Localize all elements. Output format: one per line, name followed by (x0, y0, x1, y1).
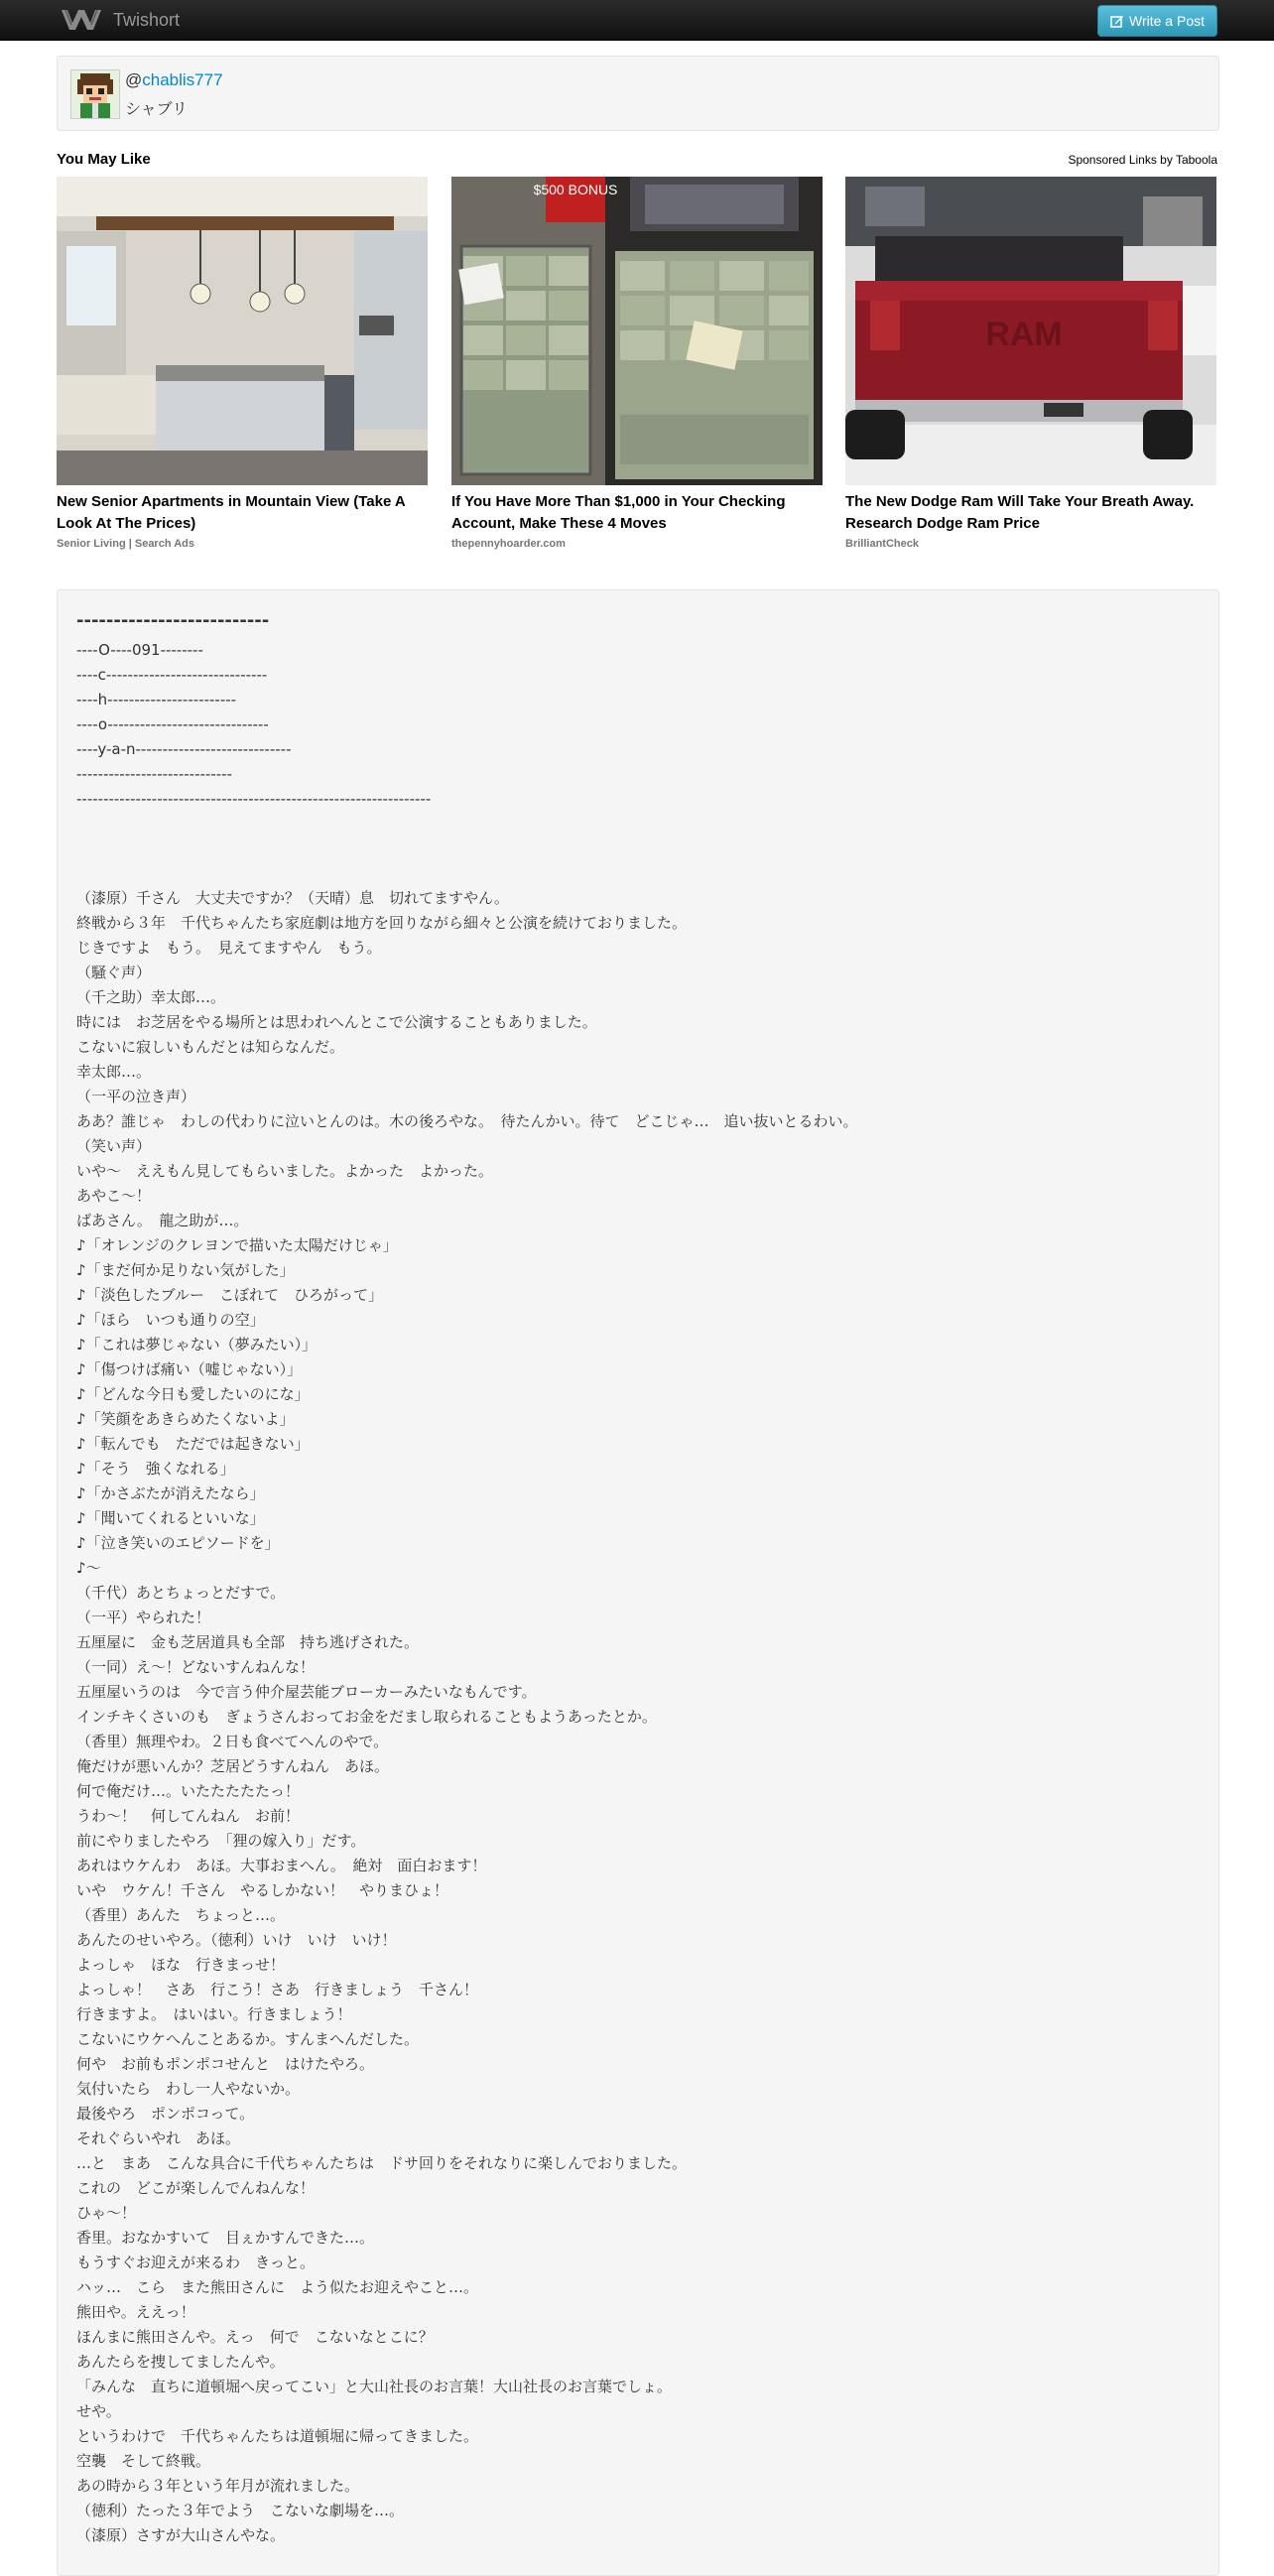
post-line: ----O----091-------- (76, 641, 203, 659)
post-line: それぐらいやれ あほ。 (76, 2129, 241, 2147)
post-line: ♪「そう 強くなれる」 (76, 1460, 235, 1478)
post-line: ----y-a-n----------------------------- (76, 740, 292, 758)
post-line: よっしゃ ほな 行きまっせ！ (76, 1956, 286, 1974)
post-line: よっしゃ！ さあ 行こう！さあ 行きましょう 千さん！ (76, 1981, 479, 1998)
post-line: ♪「これは夢じゃない（夢みたい）」 (76, 1336, 318, 1353)
post-line: （一平）やられた！ (76, 1609, 211, 1626)
post-line: じきですよ もう。 見えてますやん もう。 (76, 939, 382, 957)
post-line: ♪「傷つけば痛い（嘘じゃない）」 (76, 1360, 303, 1378)
post-line: ♪「笑顔をあきらめたくないよ」 (76, 1410, 295, 1428)
post-line: 終戦から３年 千代ちゃんたち家庭劇は地方を回りながら細々と公演を続けておりました。 (76, 914, 688, 932)
post-line: 何で俺だけ…。いたたたたたっ！ (76, 1782, 301, 1800)
ad-source: Senior Living | Search Ads (57, 538, 194, 550)
post-line: ♪～ (76, 1559, 101, 1577)
brand-name: Twishort (113, 9, 181, 30)
post-line: ♪「まだ何か足りない気がした」 (76, 1261, 295, 1279)
post-line: （千之助）幸太郎…。 (76, 988, 226, 1006)
ad-source: thepennyhoarder.com (451, 538, 566, 550)
post-line: （一平の泣き声） (76, 1088, 196, 1105)
top-navbar (0, 0, 1274, 41)
post-line: 何や お前もポンポコせんと はけたやろ。 (76, 2055, 375, 2073)
post-line: 五厘屋に 金も芝居道具も全部 持ち逃げされた。 (76, 1633, 420, 1651)
post-line: 幸太郎…。 (76, 1063, 152, 1081)
post-line: ------------------------------------------------------------------ (76, 790, 432, 808)
post-line: （徳利）たった３年でよう こないな劇場を…。 (76, 2502, 405, 2519)
post-line: （騒ぐ声） (76, 964, 152, 981)
post-line: …と まあ こんな具合に千代ちゃんたちは ドサ回りをそれなりに楽しんでおりました。 (76, 2154, 688, 2172)
post-line: （香里）あんた ちょっと…。 (76, 1906, 286, 1924)
post-line: ♪「聞いてくれるといいな」 (76, 1509, 265, 1527)
brand-link[interactable] (60, 0, 180, 40)
post-line: ほんまに熊田さんや。えっ 何で こないなとこに？ (76, 2328, 434, 2346)
post-line (76, 812, 858, 837)
post-line: ♪「ほら いつも通りの空」 (76, 1311, 265, 1329)
post-line: ----------------------------- (76, 765, 232, 783)
twishort-logo-icon (60, 7, 103, 33)
post-line: （香里）無理やわ。２日も食べてへんのやで。 (76, 1733, 389, 1750)
ads-header (57, 151, 1217, 171)
post-line (76, 837, 858, 861)
ad-card[interactable] (845, 177, 1216, 550)
ad-headline[interactable]: If You Have More Than $1,000 in Your Checking Account, Make These 4 Moves (451, 493, 786, 532)
post-line: ♪「淡色したブルー こぼれて ひろがって」 (76, 1286, 383, 1304)
post-line: というわけで 千代ちゃんたちは道頓堀に帰ってきました。 (76, 2427, 479, 2445)
post-line: 行きますよ。 はいはい。行きましょう！ (76, 2005, 352, 2023)
at-symbol: @ (125, 70, 143, 89)
post-line: こないにウケへんことあるか。すんまへんだした。 (76, 2030, 420, 2048)
post-content (57, 589, 1219, 2576)
post-line: 香里。おなかすいて 目ぇかすんできた…。 (76, 2229, 375, 2247)
post-line: 熊田や。ええっ！ (76, 2303, 195, 2321)
post-line: 前にやりましたやろ 「狸の嫁入り」だす。 (76, 1832, 366, 1850)
post-line: ♪「オレンジのクレヨンで描いた太陽だけじゃ」 (76, 1236, 398, 1254)
post-line: あんたらを捜してましたんや。 (76, 2353, 285, 2371)
post-line: こないに寂しいもんだとは知らなんだ。 (76, 1038, 345, 1056)
post-line: ♪「かさぶたが消えたなら」 (76, 1484, 265, 1502)
post-line: ばあさん。 龍之助が…。 (76, 1212, 249, 1229)
ad-source: BrilliantCheck (845, 538, 919, 550)
post-line: （笑い声） (76, 1137, 152, 1155)
post-lines (76, 638, 858, 2548)
ads-title: You May Like (57, 151, 151, 168)
post-body (76, 606, 858, 2548)
ad-headline[interactable]: The New Dodge Ram Will Take Your Breath Away. Research Dodge Ram Price (845, 493, 1195, 532)
write-post-label: Write a Post (1129, 13, 1205, 29)
sponsored-links-label[interactable]: Sponsored Links by Taboola (1068, 153, 1217, 167)
pixel-avatar-icon[interactable] (70, 69, 120, 119)
post-line: あの時から３年という年月が流れました。 (76, 2477, 360, 2495)
truck-ram-text: RAM (985, 316, 1063, 353)
kitchen-photo[interactable] (57, 177, 428, 485)
post-line: いや ウケん！千さん やるしかない！ やりまひょ！ (76, 1881, 449, 1899)
post-line: ハッ… こら また熊田さんに よう似たお迎えやこと…。 (76, 2278, 479, 2296)
red-truck-photo[interactable] (845, 177, 1216, 485)
post-line: （漆原）さすが大山さんやな。 (76, 2526, 286, 2544)
write-post-button[interactable] (1097, 5, 1217, 37)
post-line: 「みんな 直ちに道頓堀へ戻ってこい」と大山社長のお言葉！大山社長のお言葉でしょ。 (76, 2378, 673, 2395)
post-line: インチキくさいのも ぎょうさんおってお金をだまし取られることもようあったとか。 (76, 1708, 657, 1726)
post-line: ♪「転んでも ただでは起きない」 (76, 1435, 310, 1453)
post-line: （一同）え～！どないすんねんな！ (76, 1658, 316, 1676)
post-line: 気付いたら わし一人やないか。 (76, 2080, 301, 2098)
post-line: ----h------------------------ (76, 691, 237, 708)
ad-card[interactable] (451, 177, 823, 550)
post-line: ♪「どんな今日も愛したいのにな」 (76, 1385, 310, 1403)
post-line: 空襲 そして終戦。 (76, 2452, 211, 2470)
post-line: これの どこが楽しんでんねんな！ (76, 2179, 316, 2197)
post-line: いや～ ええもん見してもらいました。よかった よかった。 (76, 1162, 494, 1180)
post-line: （漆原）千さん 大丈夫ですか？（天晴）息 切れてますやん。 (76, 889, 509, 907)
post-heading: -------------------------- (76, 610, 270, 631)
post-line: 俺だけが悪いんか？芝居どうすんねん あほ。 (76, 1757, 390, 1775)
badge-text: $500 BONUS (533, 182, 618, 197)
post-line (76, 861, 858, 886)
post-line: せや。 (76, 2402, 121, 2420)
post-line: 五厘屋いうのは 今で言う仲介屋芸能ブローカーみたいなもんです。 (76, 1683, 537, 1701)
ad-headline[interactable]: New Senior Apartments in Mountain View (Take A Look At The Prices) (57, 493, 406, 532)
post-line: うわ～！ 何してんねん お前！ (76, 1807, 301, 1825)
user-card (57, 56, 1219, 131)
post-line: 最後やろ ポンポコって。 (76, 2105, 255, 2123)
display-name: シャブリ (125, 99, 189, 118)
post-line: ----c------------------------------ (76, 666, 268, 684)
ad-card[interactable] (57, 177, 428, 550)
post-line: ああ？誰じゃ わしの代わりに泣いとんのは。木の後ろやな。 待たんかい。待て どこじゃ… 追い抜いとるわい。 (76, 1112, 858, 1130)
username (125, 70, 223, 90)
post-line: 時には お芝居をやる場所とは思われへんとこで公演することもありました。 (76, 1013, 597, 1031)
post-line: あんたのせいやろ。（徳利）いけ いけ いけ！ (76, 1931, 397, 1949)
edit-icon (1110, 14, 1124, 28)
post-line: ----o------------------------------ (76, 715, 269, 733)
post-line: ♪「泣き笑いのエピソードを」 (76, 1534, 280, 1552)
post-line: あやこ～！ (76, 1187, 152, 1205)
post-line: あれはウケんわ あほ。大事おまへん。 絶対 面白おます！ (76, 1857, 487, 1874)
user-handle-link[interactable]: chablis777 (142, 70, 223, 89)
post-line: もうすぐお迎えが来るわ きっと。 (76, 2254, 316, 2271)
post-line: ひゃ～！ (76, 2204, 137, 2222)
post-line: （千代）あとちょっとだすで。 (76, 1584, 286, 1602)
cash-box-photo[interactable] (451, 177, 823, 485)
